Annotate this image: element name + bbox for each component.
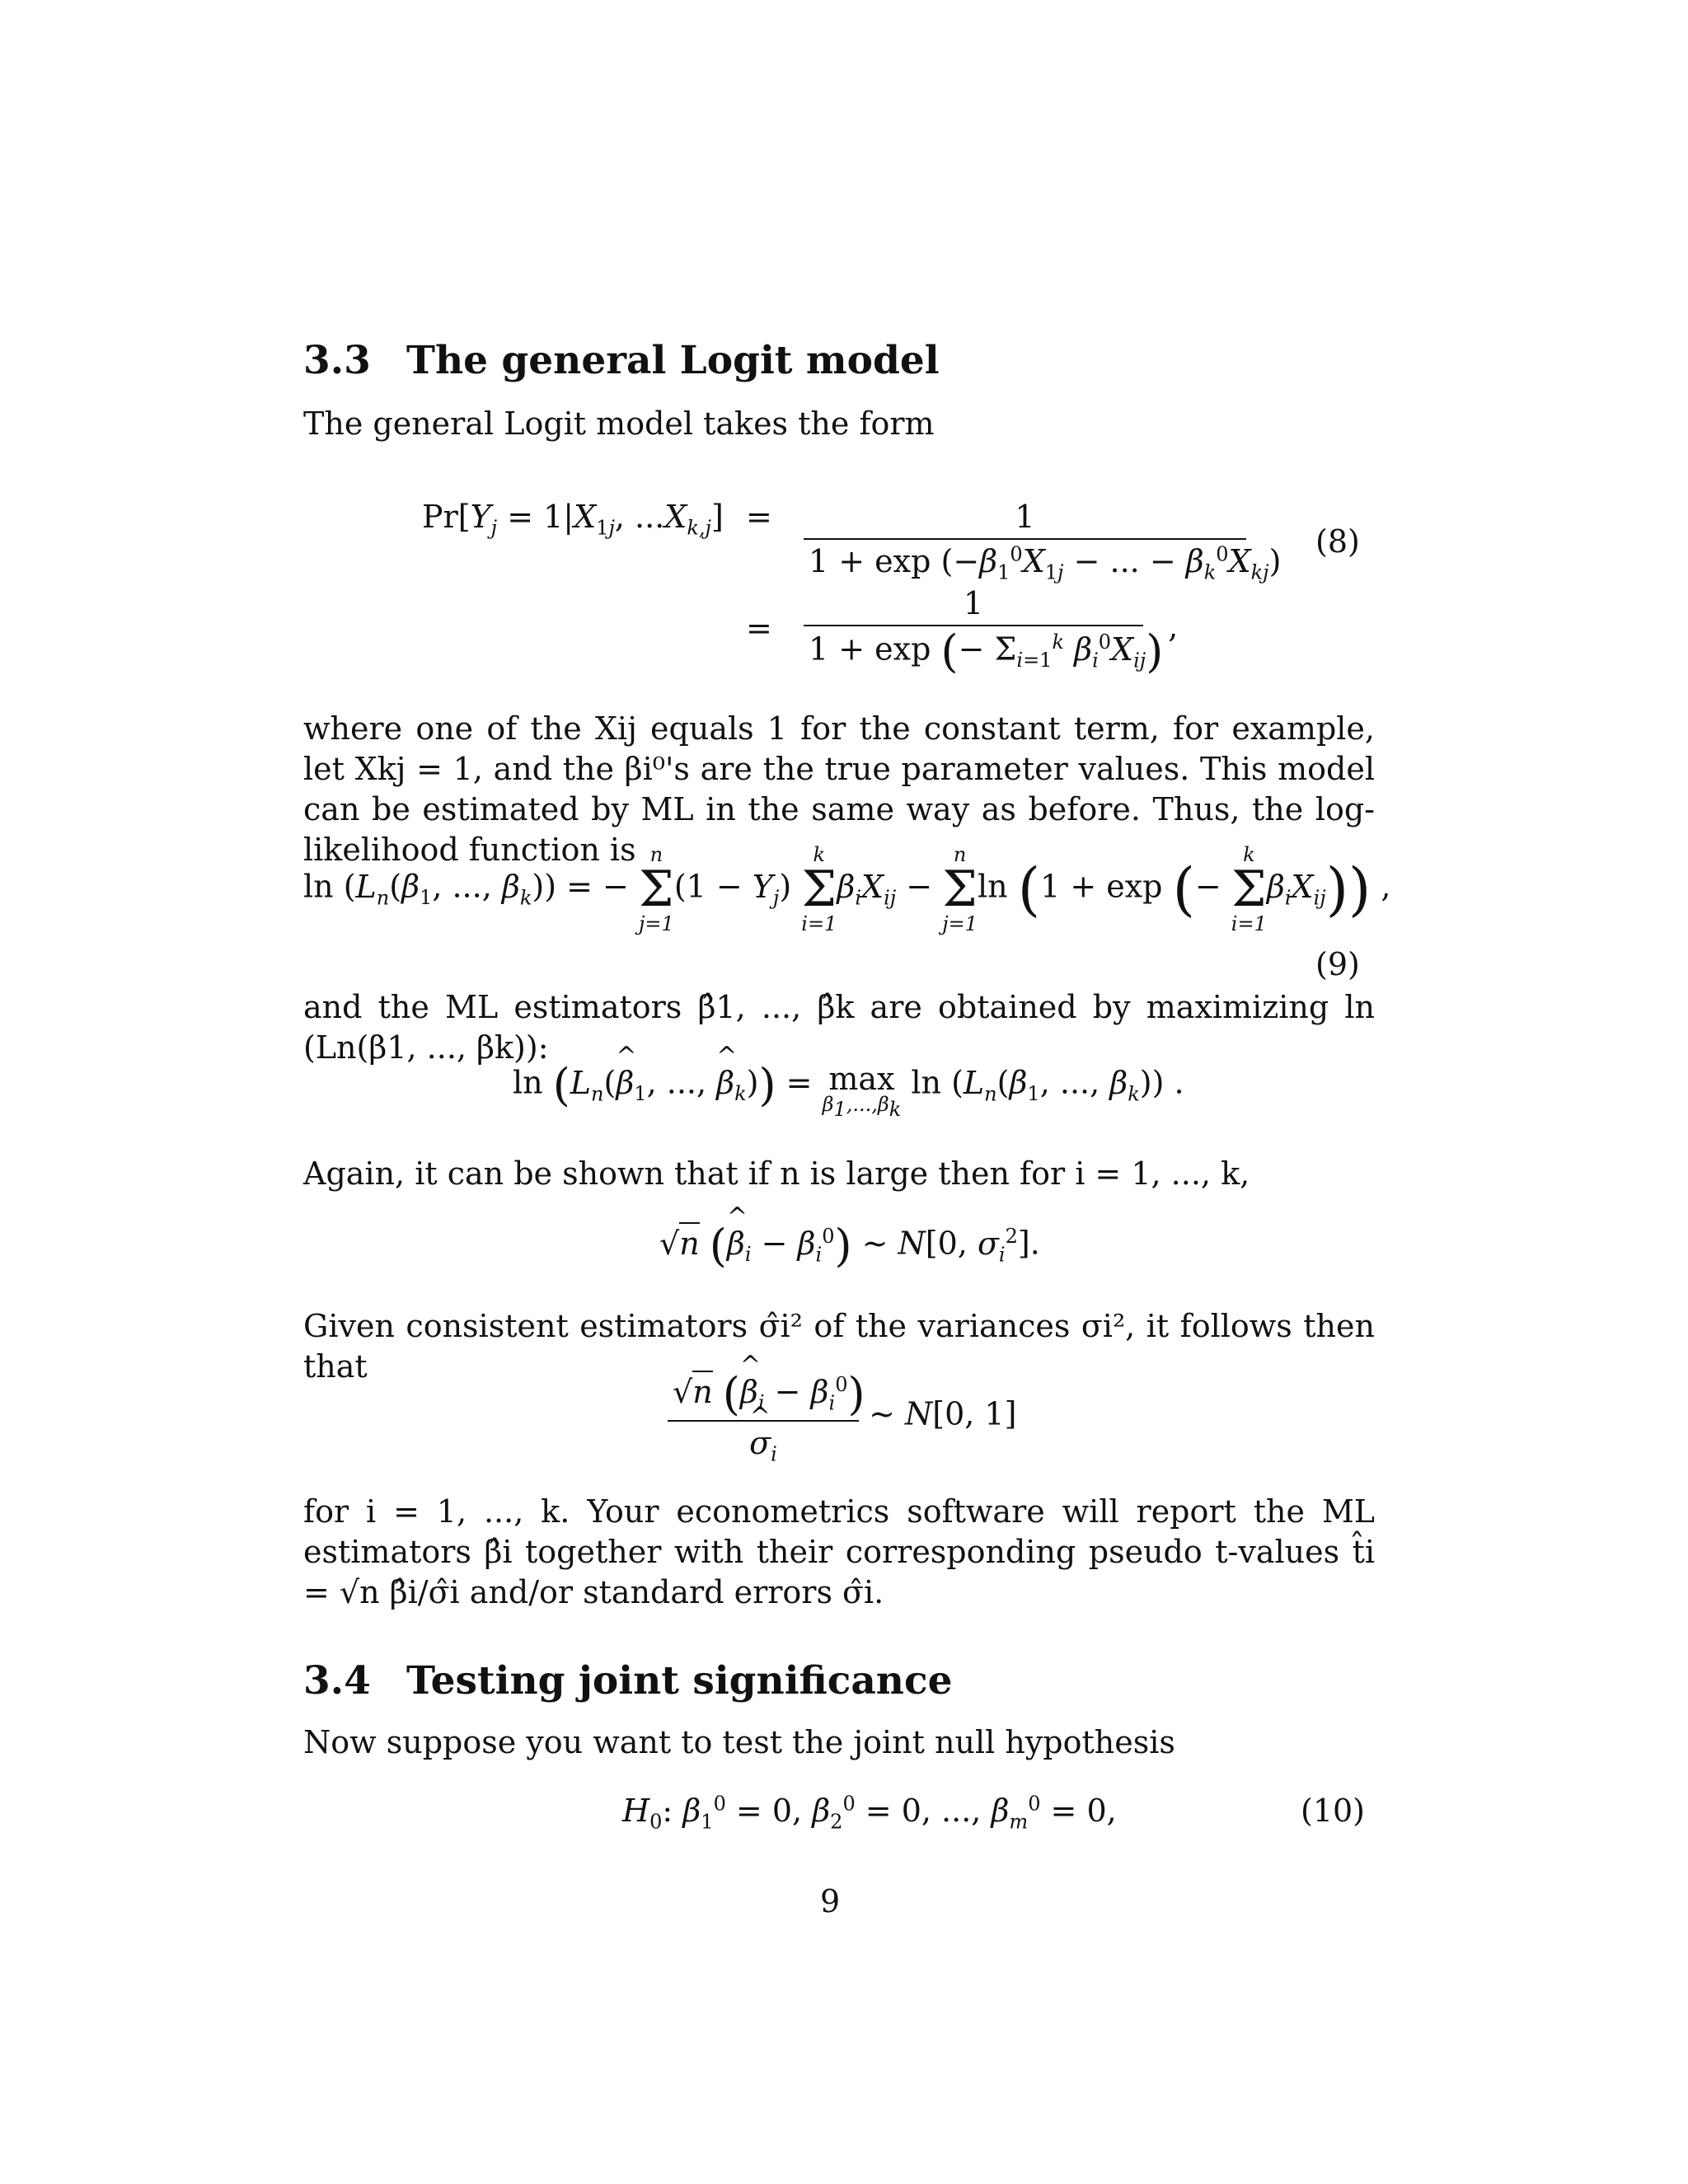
paragraph-now: Now suppose you want to test the joint null hypothesis [303,1724,1175,1760]
paragraph-for: for i = 1, ..., k. Your econometrics software will report the ML estimators β̂i together with their corresponding pseudo t-values t̂i = √n β̂i/σ̂i and/or standard errors σ̂i. [303,1493,1375,1610]
intro-paragraph: The general Logit model takes the form [303,405,935,442]
eq10-number: (10) [1301,1793,1366,1829]
eq8-number: (8) [1315,523,1360,560]
paragraph-given: Given consistent estimators σ̂i² of the variances σi², it follows then that [303,1308,1375,1385]
section-title: The general Logit model [406,338,940,383]
eq8-fraction-1: $\frac{1}{1 + \exp (-\beta_1^0X_{1j} - ... - \beta_k^0X_{kj})}$ [804,499,1286,579]
equation-8 [422,499,724,540]
page-number: 9 [820,1883,841,1919]
document-page: 3.3 The general Logit model The general Logit model takes the form $Pr[Y_j = 1|X_{1j}$, $...X_{k,j}$] = $\frac{1}{1 + \exp (-\beta_1^0X_{1j} - ... - \beta_k^0X_{kj})}$ (8) = $\frac{1}{1 + \exp (- \Sigma_{i=1}^k \beta_i^0X_{ij})}$ , where one of the Xij equals 1 for the constant term, for example, let Xkj = 1, and the βi⁰'s are the true parameter values. This model can be estimated by ML in the same way as before. Thus, the log-likelihood function is $\ln (L_n(\beta_1$, ..., $\beta_k$)) = − n Σ j=1 $(1 - Y_j)$ k Σ i=1 $\beta_iX_{ij}$ − n Σ j=1 ln (1 + exp (− k Σ i=1 $\beta_iX_{ij}$)) , (9) and the ML estimators β̂1, ..., β̂k are obtained by maximizing ln (Ln(β1, ..., βk)): $\ln (L_n(\^{}$ $\beta_1$, ..., ^ $\beta_k$)) = max $\beta_1,...,\beta_k$ $\ln (L_n(\beta_1$, ..., $\beta_k$)) . Again, it can be shown that if n is large then for i = 1, ..., k, √n (^ $\beta_i - \beta_i^0$) ∼ N[0, $\sigma_i^2$]. Given consistent estimators σ̂i² of the variances σi², it follows then that √n (^ $\beta_i - \beta_i^0$) ^ $\sigma_i$ ∼ N[0, 1] for i = 1, ..., k. Your econometrics software will report the ML estimators β̂i together with their corresponding pseudo t-values t̂i = √n β̂i/σ̂i and/or standard errors σ̂i. 3.4 Testing joint significance Now suppose you want to test the joint null hypothesis $H_0$: $\beta_1^0 = 0$, $\beta_2^0 = 0$, ..., $\beta_m^0 = 0$, (10) 9 [0,0,1688,2184]
equation-10: $H_0$: $\beta_1^0 = 0$, $\beta_2^0 = 0$, ..., $\beta_m^0 = 0$, [622,1792,1117,1834]
equation-9: $\ln (L_n(\beta_1$, ..., $\beta_k$)) = − n Σ j=1 $(1 - Y_j)$ k Σ i=1 $\beta_iX_{ij}$ − n Σ j=1 ln (1 + exp (− k Σ i=1 $\beta_iX_{ij}$)) , [303,843,1391,935]
section-number: 3.4 [303,1658,371,1704]
equation-max: $\ln (L_n(\^{}$ $\beta_1$, ..., ^ $\beta_k$)) = max $\beta_1,...,\beta_k$ $\ln (L_n(\beta_1$, ..., $\beta_k$)) . [513,1063,1184,1114]
section-title: Testing joint significance [406,1658,953,1704]
paragraph-where: where one of the Xij equals 1 for the constant term, for example, let Xkj = 1, and the βi⁰'s are the true parameter values. This model can be estimated by ML in the same way as before. Thus, the log-likelihood function is [303,710,1375,868]
eq8-lhs: $Pr[Y_j = 1|X_{1j}$, $...X_{k,j}$] [422,499,724,540]
equation-standardized: √n (^ $\beta_i - \beta_i^0$) ^ $\sigma_i$ ∼ N[0, 1] [668,1372,1016,1461]
section-heading-3-3 [303,338,940,383]
equation-asymptotic: √n (^ $\beta_i - \beta_i^0$) ∼ N[0, $\sigma_i^2$]. [659,1224,1040,1268]
section-number: 3.3 [303,338,371,383]
eq9-number: (9) [1315,946,1360,982]
section-heading-3-4 [303,1658,953,1704]
paragraph-ml-estimators: and the ML estimators β̂1, ..., β̂k are obtained by maximizing ln (Ln(β1, ..., βk)): [303,989,1375,1066]
eq8-fraction-2: $\frac{1}{1 + \exp (- \Sigma_{i=1}^k \beta_i^0X_{ij})}$ , [804,585,1178,674]
paragraph-again: Again, it can be shown that if n is large then for i = 1, ..., k, [303,1155,1250,1192]
